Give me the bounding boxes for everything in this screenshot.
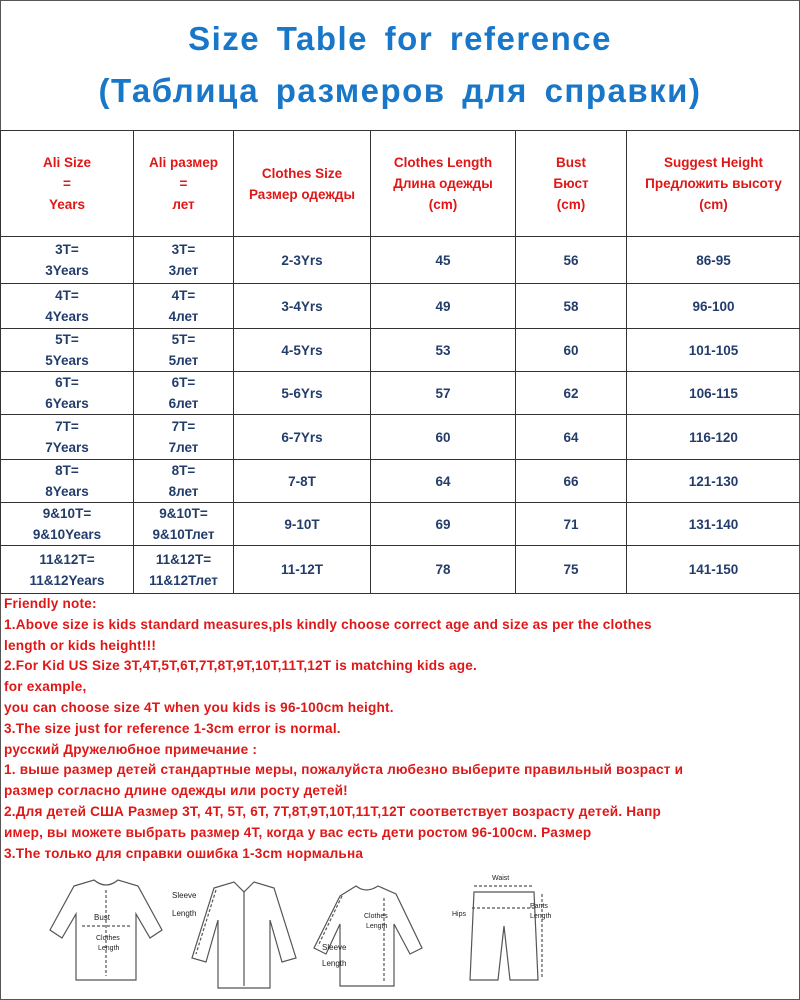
cell-ali-razmer: 3T= 3лет bbox=[134, 237, 234, 284]
note-line: 3.The size just for reference 1-3cm error is normal. bbox=[4, 720, 341, 736]
table-row bbox=[1, 503, 800, 546]
note-line: for example, bbox=[4, 679, 87, 695]
shirt1-clothes-label: Clothes bbox=[96, 935, 120, 942]
table-row bbox=[1, 284, 800, 329]
cell-bust: 64 bbox=[516, 415, 627, 460]
header-clothes-size: Clothes Size Размер одежды bbox=[234, 131, 371, 237]
shirt-sleeve-diagram bbox=[192, 882, 296, 988]
cell-clothes-size: 6-7Yrs bbox=[234, 415, 371, 460]
note-line: имер, вы можете выбрать размер 4T, когда у вас есть дети ростом 96-100см. Размер bbox=[4, 824, 592, 840]
cell-ali-size: 9&10T= 9&10Years bbox=[1, 503, 134, 546]
cell-clothes-length: 60 bbox=[371, 415, 516, 460]
cell-clothes-length: 49 bbox=[371, 284, 516, 329]
header-suggest-height: Suggest Height Предложить высоту (cm) bbox=[627, 131, 800, 237]
table-row bbox=[1, 460, 800, 503]
pants-hips-label: Hips bbox=[452, 911, 467, 918]
table-row bbox=[1, 237, 800, 284]
shirt1-bust-label: Bust bbox=[94, 913, 111, 922]
cell-ali-razmer: 11&12T= 11&12Тлет bbox=[134, 546, 234, 594]
shirt3-sleeve-length-label: Length bbox=[322, 959, 347, 968]
cell-clothes-length: 53 bbox=[371, 329, 516, 372]
note-line: русский Дружелюбное примечание : bbox=[4, 741, 258, 757]
shirt3-length-label: Length bbox=[366, 923, 388, 930]
cell-clothes-size: 2-3Yrs bbox=[234, 237, 371, 284]
cell-bust: 71 bbox=[516, 503, 627, 546]
friendly-notes bbox=[4, 594, 796, 864]
table-row bbox=[1, 415, 800, 460]
note-line: 3.The только для справки ошибка 1-3cm нормальна bbox=[4, 845, 364, 861]
cell-ali-size: 8T= 8Years bbox=[1, 460, 134, 503]
cell-clothes-size: 5-6Yrs bbox=[234, 372, 371, 415]
title-english: Size Table for reference bbox=[188, 20, 612, 57]
measurement-diagrams bbox=[44, 868, 574, 996]
cell-ali-razmer: 8T= 8лет bbox=[134, 460, 234, 503]
table-row bbox=[1, 329, 800, 372]
header-ali-size: Ali Size = Years bbox=[1, 131, 134, 237]
note-line: 1.Above size is kids standard measures,pls kindly choose correct age and size as per the clothes bbox=[4, 616, 652, 632]
cell-height: 116-120 bbox=[627, 415, 800, 460]
cell-height: 106-115 bbox=[627, 372, 800, 415]
cell-ali-razmer: 6T= 6лет bbox=[134, 372, 234, 415]
cell-height: 101-105 bbox=[627, 329, 800, 372]
cell-ali-razmer: 4T= 4лет bbox=[134, 284, 234, 329]
note-line: length or kids height!!! bbox=[4, 637, 157, 653]
header-ali-razmer: Ali размер = лет bbox=[134, 131, 234, 237]
cell-height: 131-140 bbox=[627, 503, 800, 546]
shirt3-sleeve-label: Sleeve bbox=[322, 943, 347, 952]
shirt3-clothes-label: Clothes bbox=[364, 913, 388, 920]
cell-ali-size: 5T= 5Years bbox=[1, 329, 134, 372]
cell-clothes-length: 64 bbox=[371, 460, 516, 503]
title-russian: (Таблица размеров для справки) bbox=[98, 72, 702, 109]
header-bust: Bust Бюст (cm) bbox=[516, 131, 627, 237]
cell-clothes-length: 69 bbox=[371, 503, 516, 546]
cell-ali-size: 6T= 6Years bbox=[1, 372, 134, 415]
table-row bbox=[1, 546, 800, 594]
cell-clothes-size: 7-8T bbox=[234, 460, 371, 503]
shirt2-length-label: Length bbox=[172, 909, 197, 918]
note-line: you can choose size 4T when you kids is 96-100cm height. bbox=[4, 699, 394, 715]
cell-ali-size: 4T= 4Years bbox=[1, 284, 134, 329]
shirt2-sleeve-label: Sleeve bbox=[172, 891, 197, 900]
cell-ali-razmer: 5T= 5лет bbox=[134, 329, 234, 372]
cell-bust: 60 bbox=[516, 329, 627, 372]
cell-bust: 75 bbox=[516, 546, 627, 594]
cell-ali-size: 3T= 3Years bbox=[1, 237, 134, 284]
table-row bbox=[1, 372, 800, 415]
note-line: 2.For Kid US Size 3T,4T,5T,6T,7T,8T,9T,10T,11T,12T is matching kids age. bbox=[4, 658, 477, 674]
cell-bust: 58 bbox=[516, 284, 627, 329]
cell-clothes-length: 57 bbox=[371, 372, 516, 415]
cell-ali-size: 11&12T= 11&12Years bbox=[1, 546, 134, 594]
note-line: Friendly note: bbox=[4, 596, 97, 611]
note-line: размер согласно длине одежды или росту детей! bbox=[4, 783, 348, 799]
cell-height: 86-95 bbox=[627, 237, 800, 284]
cell-height: 121-130 bbox=[627, 460, 800, 503]
cell-clothes-length: 45 bbox=[371, 237, 516, 284]
cell-clothes-size: 11-12T bbox=[234, 546, 371, 594]
size-table bbox=[0, 130, 800, 594]
cell-clothes-size: 9-10T bbox=[234, 503, 371, 546]
pants-diagram bbox=[470, 886, 542, 980]
cell-bust: 66 bbox=[516, 460, 627, 503]
cell-bust: 56 bbox=[516, 237, 627, 284]
cell-ali-razmer: 7T= 7лет bbox=[134, 415, 234, 460]
pants-pants-label: Pants bbox=[530, 903, 548, 910]
shirt-length-diagram bbox=[314, 886, 422, 986]
cell-height: 141-150 bbox=[627, 546, 800, 594]
table-header-row bbox=[1, 131, 800, 237]
header-clothes-length: Clothes Length Длина одежды (cm) bbox=[371, 131, 516, 237]
cell-ali-razmer: 9&10T= 9&10Тлет bbox=[134, 503, 234, 546]
cell-clothes-size: 3-4Yrs bbox=[234, 284, 371, 329]
pants-length-label: Length bbox=[530, 913, 552, 920]
cell-clothes-length: 78 bbox=[371, 546, 516, 594]
shirt-bust-diagram bbox=[50, 880, 162, 980]
pants-waist-label: Waist bbox=[492, 875, 510, 882]
cell-bust: 62 bbox=[516, 372, 627, 415]
note-line: 1. выше размер детей стандартные меры, пожалуйста любезно выберите правильный возраст и bbox=[4, 762, 684, 778]
note-line: 2.Для детей США Размер 3T, 4T, 5T, 6T, 7T,8T,9T,10T,11T,12T соответствует возрасту детей. Напр bbox=[4, 803, 662, 819]
cell-ali-size: 7T= 7Years bbox=[1, 415, 134, 460]
cell-clothes-size: 4-5Yrs bbox=[234, 329, 371, 372]
cell-height: 96-100 bbox=[627, 284, 800, 329]
shirt1-length-label: Length bbox=[98, 945, 120, 952]
